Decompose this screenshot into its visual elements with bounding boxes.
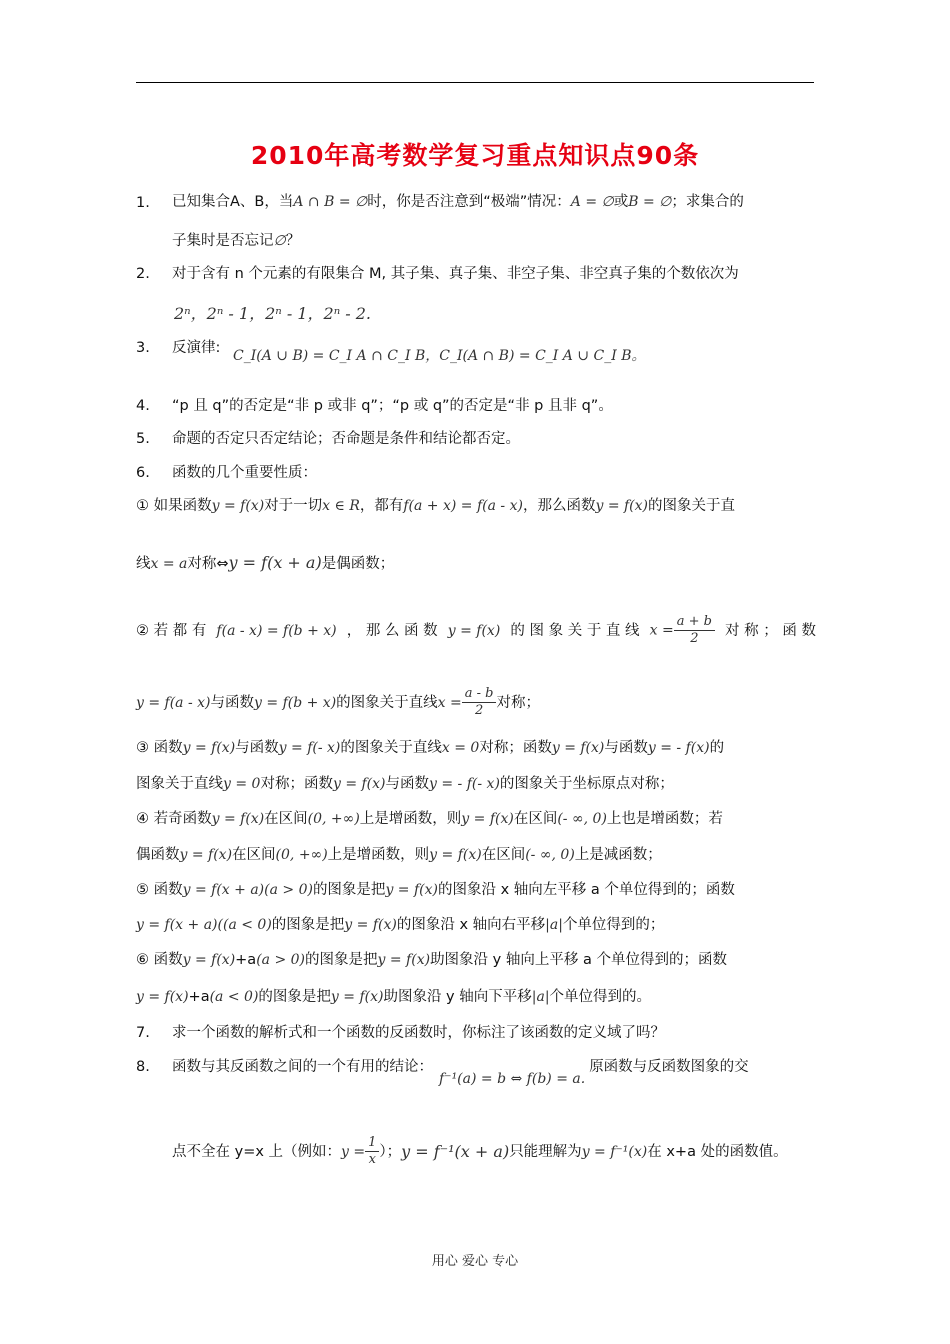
formula: y = f(x) (429, 847, 482, 863)
fraction (365, 1135, 379, 1168)
numerator: a - b (462, 686, 497, 703)
formula: y = f(x) (377, 952, 431, 968)
text: 与函数 (385, 776, 429, 792)
item-number: 7. (136, 1025, 150, 1041)
text: 的图象是把 (271, 917, 345, 933)
item-number: 2. (136, 266, 150, 282)
text: 的图象关于直 (648, 498, 735, 514)
text: ② 若 都 有 (136, 622, 207, 639)
formula: y = f(x) (447, 622, 501, 639)
text: 已知集合A、B，当 (172, 194, 294, 210)
item-8-line-2 (172, 1135, 788, 1168)
formula: ∅ (273, 233, 286, 249)
text: ， 那 么 函 数 (346, 622, 438, 639)
item-4-line: “p 且 q”的否定是“非 p 或非 q”；“p 或 q”的否定是“非 p 且非 q”。 (172, 398, 613, 414)
formula: y = 0 (223, 776, 261, 792)
numerator: a + b (674, 614, 715, 631)
text: 对 称 ； 函 数 (725, 622, 816, 639)
text: ，那么函数 (522, 498, 596, 514)
text: 偶函数 (136, 847, 180, 863)
formula: |a| (531, 989, 550, 1005)
text: 的图象是把 (258, 989, 331, 1005)
item-3-line (172, 338, 646, 364)
formula: B = ∅ (628, 194, 672, 210)
text: 的图象是把 (312, 882, 386, 898)
text: 上是减函数； (574, 847, 662, 863)
denominator: 2 (690, 631, 699, 646)
text: 在区间 (513, 811, 558, 827)
text: 与函数 (235, 740, 279, 756)
formula: y = f(x) (461, 811, 514, 827)
text: 的 图 象 关 于 直 线 (510, 622, 640, 639)
text: 个单位得到的； (562, 917, 665, 933)
formula: y = f(x) (136, 989, 189, 1005)
text: 在 x+a 处的函数值。 (647, 1143, 788, 1160)
formula: y = f(x) (182, 740, 236, 756)
item-2-formula: 2ⁿ，2ⁿ - 1，2ⁿ - 1，2ⁿ - 2. (174, 304, 372, 323)
formula: y = f(b + x) (254, 694, 337, 711)
formula: x = a (150, 556, 188, 572)
formula: y = f(x) (595, 498, 648, 514)
item-1-line-1 (172, 192, 744, 212)
text: 助图象沿 y 轴向下平移 (383, 989, 532, 1005)
text: ？ (285, 233, 301, 249)
text: 线 (136, 556, 151, 572)
text: ，都有 (359, 498, 404, 514)
text: 上是增函数，则 (359, 811, 462, 827)
denominator: x (368, 1152, 376, 1167)
text: 在区间 (232, 847, 276, 863)
formula: y = f(a - x) (136, 694, 211, 711)
item-2-line-1: 对于含有 n 个元素的有限集合 M, 其子集、真子集、非空子集、非空真子集的个数依次为 (172, 266, 739, 282)
formula: |a| (545, 917, 563, 933)
formula: (0, +∞) (307, 811, 360, 827)
item-number: 6. (136, 465, 150, 481)
text: ⑥ 函数 (136, 952, 183, 968)
text: 上也是增函数；若 (606, 811, 723, 827)
formula: y = f⁻¹(x) (581, 1143, 648, 1160)
formula: y = f(x) (332, 776, 386, 792)
text: 上是增函数，则 (327, 847, 430, 863)
text: 只能理解为 (509, 1143, 582, 1160)
item-6-line: 函数的几个重要性质： (172, 465, 317, 481)
formula: y = f(x) (182, 952, 236, 968)
text: 对称；函数 (260, 776, 333, 792)
property-5-line-1 (136, 880, 735, 900)
text: 或 (613, 194, 629, 210)
text: +a (188, 989, 210, 1005)
formula: x ∈ R (322, 498, 360, 514)
fraction (462, 686, 497, 719)
formula: A ∩ B = ∅ (293, 194, 368, 210)
property-2-line-2 (136, 686, 540, 719)
formula: y = f(x) (330, 989, 384, 1005)
text: 的图象关于直线 (336, 694, 438, 711)
item-1-line-2 (172, 231, 300, 251)
text: 与函数 (604, 740, 648, 756)
text: 对称； (496, 694, 540, 711)
formula: y = - f(x) (647, 740, 710, 756)
text: 是偶函数； (321, 556, 395, 572)
text: 的图象沿 x 轴向左平移 a 个单位得到的；函数 (437, 882, 735, 898)
property-3-line-1 (136, 738, 724, 758)
formula: A = ∅ (570, 194, 614, 210)
formula: y = f(- x) (278, 740, 341, 756)
formula: (a < 0) (209, 989, 259, 1005)
formula: f(a - x) = f(b + x) (216, 622, 337, 639)
denominator: 2 (474, 703, 484, 718)
property-4-line-2 (136, 845, 662, 865)
item-number: 4. (136, 398, 150, 414)
numerator: 1 (365, 1135, 379, 1152)
text: ）； (379, 1143, 402, 1160)
formula: y = f(x) (385, 882, 438, 898)
formula: x = 0 (441, 740, 480, 756)
text: 子集时是否忘记 (172, 233, 274, 249)
text: 助图象沿 y 轴向上平移 a 个单位得到的；函数 (430, 952, 727, 968)
formula: x = (649, 622, 674, 639)
text: 与函数 (210, 694, 255, 711)
text: 时，你是否注意到“极端”情况： (367, 194, 571, 210)
property-1-line-1 (136, 496, 735, 516)
formula: y = (341, 1143, 366, 1160)
text: 的图象是把 (305, 952, 378, 968)
text: 点不全在 y=x 上（例如： (172, 1143, 342, 1160)
property-3-line-2 (136, 774, 674, 794)
formula: y = f⁻¹(x + a) (401, 1141, 510, 1161)
item-5-line: 命题的否定只否定结论；否命题是条件和结论都否定。 (172, 431, 520, 447)
text: 原函数与反函数图象的交 (589, 1059, 749, 1075)
formula: (a > 0) (256, 952, 306, 968)
formula: y = f(x) (211, 811, 265, 827)
formula: y = f(x) (344, 917, 397, 933)
formula: y = f(x + a)((a < 0) (136, 917, 272, 933)
formula: f⁻¹(a) = b ⇔ f(b) = a. (439, 1071, 586, 1087)
header-rule (136, 82, 814, 83)
formula: y = f(x) (551, 740, 605, 756)
formula: y = f(x + a)(a > 0) (182, 882, 313, 898)
text: 的图象沿 x 轴向右平移 (396, 917, 546, 933)
item-number: 3. (136, 340, 150, 356)
text: ；求集合的 (671, 194, 744, 210)
text: ④ 若奇函数 (136, 811, 212, 827)
item-number: 1. (136, 195, 150, 211)
formula: f(a + x) = f(a - x) (403, 498, 523, 514)
property-5-line-2 (136, 915, 664, 935)
page-footer: 用心 爱心 专心 (431, 1254, 519, 1269)
text: 反演律: (172, 340, 221, 356)
text: 的 (709, 740, 725, 756)
item-number: 8. (136, 1059, 150, 1075)
text: ③ 函数 (136, 740, 183, 756)
formula: y = f(x + a) (228, 553, 322, 572)
text: 个单位得到的。 (549, 989, 652, 1005)
property-6-line-1 (136, 950, 727, 970)
property-1-line-2 (136, 553, 394, 574)
page-title: 2010年高考数学复习重点知识点90条 (250, 141, 700, 170)
formula: y = f(x) (211, 498, 265, 514)
text: 对于一切 (264, 498, 323, 514)
property-2-line-1 (136, 614, 816, 647)
text: 在区间 (481, 847, 526, 863)
formula: C_I(A ∪ B) = C_I A ∩ C_I B，C_I(A ∩ B) = C_I A ∪ C_I B。 (233, 348, 646, 364)
formula: y = f(x) (179, 847, 233, 863)
formula: x = (437, 694, 462, 711)
text: 对称；函数 (479, 740, 552, 756)
text: 图象关于直线 (136, 776, 223, 792)
text: 在区间 (264, 811, 308, 827)
text: +a (235, 952, 257, 968)
text: 函数与其反函数之间的一个有用的结论： (172, 1059, 433, 1075)
text: ⑤ 函数 (136, 882, 183, 898)
fraction (674, 614, 715, 647)
text: 的图象关于直线 (340, 740, 442, 756)
text: 的图象关于坐标原点对称； (499, 776, 674, 792)
formula: y = - f(- x) (429, 776, 500, 792)
text: 对称⇔ (187, 556, 229, 572)
formula: (- ∞, 0) (557, 811, 607, 827)
property-4-line-1 (136, 809, 723, 829)
item-8-line-1 (172, 1057, 749, 1087)
formula: (0, +∞) (275, 847, 328, 863)
property-6-line-2 (136, 987, 651, 1007)
text: ① 如果函数 (136, 498, 212, 514)
item-number: 5. (136, 431, 150, 447)
item-7-line: 求一个函数的解析式和一个函数的反函数时，你标注了该函数的定义域了吗？ (172, 1025, 665, 1041)
formula: (- ∞, 0) (525, 847, 575, 863)
